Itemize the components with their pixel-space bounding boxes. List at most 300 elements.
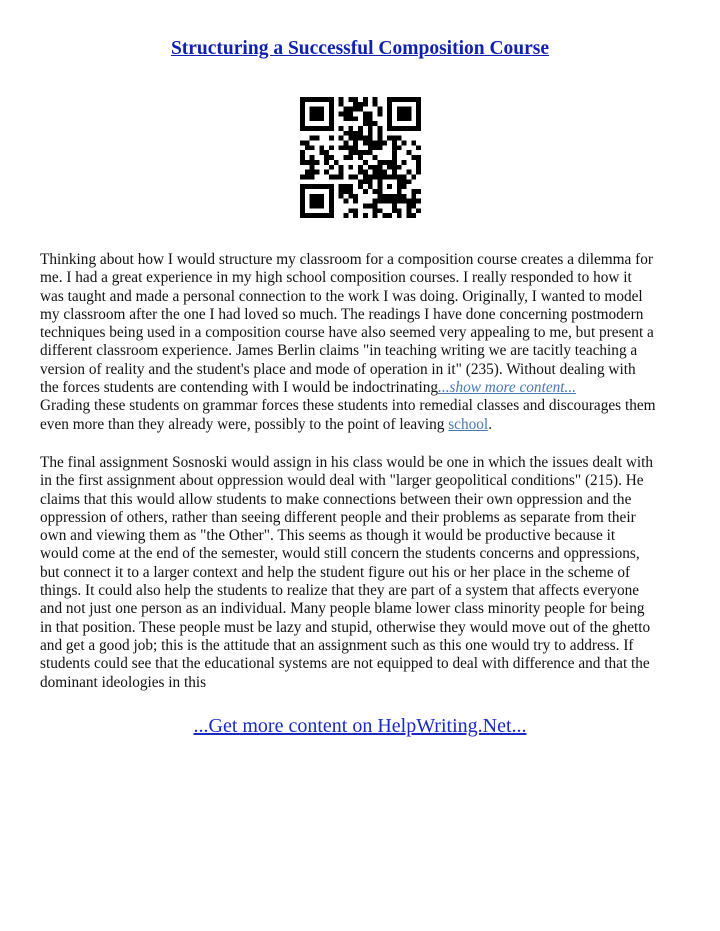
qr-module	[344, 213, 349, 218]
qr-module	[344, 184, 349, 189]
qr-module	[368, 136, 373, 141]
qr-module	[363, 97, 368, 102]
qr-module	[300, 199, 305, 204]
qr-module	[373, 203, 378, 208]
qr-module	[310, 116, 315, 121]
qr-module	[353, 174, 358, 179]
qr-module	[377, 199, 382, 204]
qr-module	[368, 150, 373, 155]
qr-module	[363, 150, 368, 155]
qr-module	[406, 170, 411, 175]
qr-module	[339, 126, 344, 131]
qr-module	[392, 145, 397, 150]
qr-module	[368, 112, 373, 117]
qr-module	[310, 160, 315, 165]
qr-module	[300, 174, 305, 179]
qr-module	[339, 136, 344, 141]
qr-module	[310, 107, 315, 112]
qr-module	[319, 145, 324, 150]
qr-module	[339, 174, 344, 179]
qr-module	[324, 97, 329, 102]
qr-module	[373, 174, 378, 179]
qr-module	[319, 199, 324, 204]
qr-module	[353, 150, 358, 155]
qr-module	[310, 213, 315, 218]
qr-module	[387, 121, 392, 126]
qr-module	[329, 189, 334, 194]
qr-module	[416, 170, 421, 175]
qr-module	[406, 116, 411, 121]
qr-module	[387, 194, 392, 199]
qr-code-icon	[300, 97, 421, 218]
qr-module	[305, 184, 310, 189]
qr-module	[319, 107, 324, 112]
qr-module	[363, 116, 368, 121]
qr-module	[397, 112, 402, 117]
essay-paragraph-2	[40, 454, 685, 692]
qr-module	[344, 189, 349, 194]
qr-module	[377, 126, 382, 131]
qr-module	[368, 141, 373, 146]
paragraph-line: my classroom after the one I had loved so much. The readings I have done concerning postmodern	[40, 305, 644, 323]
qr-module	[416, 121, 421, 126]
qr-module	[353, 213, 358, 218]
qr-module	[411, 141, 416, 146]
qr-module	[358, 131, 363, 136]
qr-module	[406, 107, 411, 112]
qr-module	[402, 116, 407, 121]
qr-module	[300, 160, 305, 165]
qr-module	[397, 97, 402, 102]
paragraph-line: but connect it to a larger context and help the student figure out his or her place in the scheme of	[40, 563, 631, 581]
qr-module	[363, 189, 368, 194]
paragraph-line	[40, 416, 685, 434]
qr-module	[416, 97, 421, 102]
qr-module	[348, 131, 353, 136]
qr-module	[358, 184, 363, 189]
paragraph-line: students could see that the educational systems are not equipped to deal with difference and that the	[40, 655, 650, 673]
qr-module	[353, 136, 358, 141]
qr-module	[397, 194, 402, 199]
qr-module	[300, 141, 305, 146]
qr-module	[392, 160, 397, 165]
qr-module	[397, 199, 402, 204]
qr-module	[300, 97, 305, 102]
qr-module	[373, 121, 378, 126]
qr-module	[310, 165, 315, 170]
paragraph-line	[40, 379, 685, 397]
qr-module	[344, 155, 349, 160]
qr-module	[319, 112, 324, 117]
qr-module	[392, 126, 397, 131]
qr-module	[353, 141, 358, 146]
qr-module	[348, 136, 353, 141]
qr-module	[377, 165, 382, 170]
qr-module	[324, 150, 329, 155]
qr-module	[348, 208, 353, 213]
qr-module	[300, 150, 305, 155]
qr-module	[382, 194, 387, 199]
qr-module	[319, 150, 324, 155]
qr-module	[397, 184, 402, 189]
paragraph-line: dominant ideologies in this	[40, 673, 207, 691]
qr-module	[324, 126, 329, 131]
qr-module	[315, 160, 320, 165]
qr-module	[402, 199, 407, 204]
qr-module	[315, 170, 320, 175]
qr-module	[392, 203, 397, 208]
qr-module	[339, 194, 344, 199]
qr-module	[397, 213, 402, 218]
qr-module	[329, 213, 334, 218]
qr-module	[416, 107, 421, 112]
qr-module	[402, 126, 407, 131]
qr-module	[305, 141, 310, 146]
qr-module	[300, 102, 305, 107]
qr-module	[392, 155, 397, 160]
qr-module	[329, 155, 334, 160]
qr-module	[402, 184, 407, 189]
qr-module	[373, 145, 378, 150]
paragraph-line: and not just one person as an individual. Many people blame lower class minority people for being	[40, 600, 645, 618]
show-more-link[interactable]: ...show more content...	[438, 379, 576, 397]
qr-module	[368, 131, 373, 136]
qr-module	[300, 213, 305, 218]
qr-module	[358, 165, 363, 170]
qr-module	[305, 213, 310, 218]
qr-module	[348, 174, 353, 179]
qr-module	[363, 136, 368, 141]
qr-module	[310, 97, 315, 102]
qr-module	[353, 102, 358, 107]
qr-module	[319, 116, 324, 121]
qr-module	[348, 165, 353, 170]
qr-module	[310, 184, 315, 189]
paragraph-line: claims that this would allow students to make connections between their own oppression and the	[40, 490, 632, 508]
qr-module	[368, 179, 373, 184]
qr-module	[411, 97, 416, 102]
qr-module	[368, 174, 373, 179]
qr-module	[392, 136, 397, 141]
qr-module	[353, 208, 358, 213]
qr-module	[406, 203, 411, 208]
qr-module	[392, 170, 397, 175]
qr-module	[305, 97, 310, 102]
paragraph-line: things. It could also help the students to realize that they are part of a system that affects everyone	[40, 582, 640, 600]
qr-module	[382, 213, 387, 218]
get-more-content-link[interactable]: ...Get more content on HelpWriting.Net...	[193, 715, 527, 737]
qr-module	[329, 112, 334, 117]
qr-module	[373, 141, 378, 146]
qr-module	[300, 155, 305, 160]
qr-module	[411, 213, 416, 218]
qr-module	[310, 145, 315, 150]
qr-module	[305, 160, 310, 165]
qr-module	[411, 194, 416, 199]
qr-module	[368, 165, 373, 170]
qr-module	[344, 131, 349, 136]
qr-module	[377, 141, 382, 146]
qr-module	[397, 126, 402, 131]
qr-module	[397, 116, 402, 121]
qr-module	[402, 141, 407, 146]
qr-module	[310, 126, 315, 131]
qr-module	[406, 199, 411, 204]
qr-module	[377, 107, 382, 112]
qr-module	[382, 174, 387, 179]
qr-module	[416, 116, 421, 121]
qr-module	[402, 194, 407, 199]
qr-module	[315, 136, 320, 141]
qr-module	[315, 199, 320, 204]
document-title-link[interactable]: Structuring a Successful Composition Course	[170, 38, 550, 59]
qr-module	[387, 126, 392, 131]
qr-module	[339, 97, 344, 102]
qr-module	[348, 116, 353, 121]
qr-module	[329, 184, 334, 189]
qr-module	[377, 189, 382, 194]
qr-module	[300, 121, 305, 126]
qr-module	[353, 107, 358, 112]
qr-module	[334, 160, 339, 165]
qr-module	[402, 160, 407, 165]
qr-module	[373, 199, 378, 204]
qr-module	[377, 179, 382, 184]
qr-module	[402, 174, 407, 179]
qr-module	[329, 97, 334, 102]
qr-module	[397, 107, 402, 112]
qr-module	[377, 145, 382, 150]
qr-module	[382, 170, 387, 175]
qr-module	[373, 189, 378, 194]
paragraph-line-end: .	[488, 415, 493, 433]
qr-module	[377, 131, 382, 136]
qr-module	[416, 199, 421, 204]
qr-module	[315, 203, 320, 208]
qr-module	[353, 199, 358, 204]
paragraph-line: in that position. These people must be lazy and stupid, otherwise they would move out of the ghetto	[40, 618, 651, 636]
qr-module	[368, 121, 373, 126]
qr-module	[387, 102, 392, 107]
qr-module	[348, 150, 353, 155]
qr-module	[387, 136, 392, 141]
qr-module	[363, 112, 368, 117]
qr-module	[368, 203, 373, 208]
paragraph-line: The final assignment Sosnoski would assign in his class would be one in which the issues dealt with	[40, 454, 654, 471]
qr-module	[353, 145, 358, 150]
qr-module	[416, 145, 421, 150]
qr-module	[416, 208, 421, 213]
qr-module	[319, 203, 324, 208]
qr-module	[324, 170, 329, 175]
qr-module	[411, 174, 416, 179]
qr-module	[329, 102, 334, 107]
qr-module	[363, 121, 368, 126]
qr-module	[324, 213, 329, 218]
paragraph-line: me. I had a great experience in my high school composition courses. I really responded to how it	[40, 269, 632, 287]
qr-module	[397, 179, 402, 184]
qr-module	[305, 174, 310, 179]
qr-module	[329, 194, 334, 199]
qr-module	[300, 107, 305, 112]
qr-module	[387, 107, 392, 112]
qr-module	[377, 184, 382, 189]
qr-module	[348, 97, 353, 102]
qr-module	[416, 126, 421, 131]
qr-module	[310, 112, 315, 117]
paragraph-line: techniques being used in a composition course have also seemed very appealing to me, but present a	[40, 324, 654, 342]
qr-module	[300, 126, 305, 131]
qr-module	[416, 189, 421, 194]
qr-module	[387, 112, 392, 117]
qr-module	[305, 145, 310, 150]
qr-module	[363, 160, 368, 165]
qr-module	[348, 126, 353, 131]
qr-module	[310, 174, 315, 179]
qr-module	[348, 184, 353, 189]
paragraph-line: and get a good job; this is the attitude that an assignment such as this one would try to address. If	[40, 636, 634, 654]
qr-module	[406, 150, 411, 155]
qr-module	[344, 112, 349, 117]
qr-module	[382, 141, 387, 146]
qr-module	[416, 102, 421, 107]
qr-module	[348, 155, 353, 160]
qr-module	[406, 112, 411, 117]
paragraph-line: was taught and made a personal connection to the work I was doing. Originally, I wanted to model	[40, 287, 643, 305]
qr-module	[373, 155, 378, 160]
qr-module	[353, 97, 358, 102]
qr-module	[339, 102, 344, 107]
qr-module	[348, 107, 353, 112]
qr-module	[397, 189, 402, 194]
qr-module	[319, 184, 324, 189]
qr-module	[329, 165, 334, 170]
qr-module	[319, 194, 324, 199]
paragraph-line: in the first assignment about oppression would deal with "larger geopolitical conditions" (215). He	[40, 472, 644, 490]
essay-paragraph-1	[40, 251, 685, 434]
qr-module	[310, 199, 315, 204]
qr-module	[411, 199, 416, 204]
qr-module	[377, 136, 382, 141]
qr-module	[339, 145, 344, 150]
school-keyword-link[interactable]: school	[448, 415, 489, 433]
qr-module	[305, 126, 310, 131]
qr-module	[368, 126, 373, 131]
paragraph-line: version of reality and the student's place and mode of operation in it" (235). Without dealing with	[40, 360, 636, 378]
qr-module	[368, 145, 373, 150]
qr-module	[377, 208, 382, 213]
qr-module	[315, 126, 320, 131]
qr-module	[334, 174, 339, 179]
qr-module	[353, 194, 358, 199]
qr-module	[392, 174, 397, 179]
paragraph-line: Grading these students on grammar forces these students into remedial classes and discourages them	[40, 397, 656, 415]
qr-module	[324, 184, 329, 189]
qr-module	[310, 170, 315, 175]
qr-module	[363, 174, 368, 179]
qr-module	[305, 170, 310, 175]
qr-module	[310, 194, 315, 199]
qr-module	[397, 208, 402, 213]
qr-module	[353, 131, 358, 136]
qr-module	[368, 184, 373, 189]
qr-module	[339, 184, 344, 189]
qr-module	[397, 145, 402, 150]
qr-module	[387, 160, 392, 165]
qr-module	[382, 160, 387, 165]
qr-module	[373, 165, 378, 170]
qr-module	[319, 126, 324, 131]
qr-module	[339, 189, 344, 194]
paragraph-line: own and viewing them as "the Other". This seems as though it would be productive because it	[40, 527, 616, 545]
qr-module	[315, 116, 320, 121]
qr-module	[397, 136, 402, 141]
qr-module	[377, 112, 382, 117]
qr-module	[411, 203, 416, 208]
qr-module	[315, 107, 320, 112]
qr-module	[373, 213, 378, 218]
qr-module	[348, 112, 353, 117]
qr-module	[406, 213, 411, 218]
qr-module	[329, 136, 334, 141]
qr-module	[416, 112, 421, 117]
qr-module	[406, 126, 411, 131]
qr-module	[387, 97, 392, 102]
qr-module	[387, 213, 392, 218]
qr-module	[339, 170, 344, 175]
qr-module	[411, 155, 416, 160]
qr-module	[373, 102, 378, 107]
qr-module	[358, 179, 363, 184]
qr-module	[377, 194, 382, 199]
qr-module	[397, 165, 402, 170]
qr-module	[392, 194, 397, 199]
qr-module	[300, 189, 305, 194]
qr-module	[392, 97, 397, 102]
qr-module	[387, 165, 392, 170]
qr-module	[406, 179, 411, 184]
qr-module	[406, 208, 411, 213]
qr-module	[363, 141, 368, 146]
qr-module	[377, 174, 382, 179]
qr-module	[324, 155, 329, 160]
qr-module	[373, 208, 378, 213]
qr-module	[416, 160, 421, 165]
qr-module	[348, 189, 353, 194]
qr-module	[363, 213, 368, 218]
qr-module	[329, 116, 334, 121]
qr-module	[392, 199, 397, 204]
qr-module	[382, 199, 387, 204]
qr-module	[310, 155, 315, 160]
paragraph-line: oppression of others, rather than seeing different people and their problems as separate from their	[40, 508, 636, 526]
qr-module	[344, 141, 349, 146]
qr-module	[315, 184, 320, 189]
paragraph-line-text: the forces students are contending with I would be indoctrinating	[40, 379, 439, 397]
qr-module	[411, 189, 416, 194]
qr-module	[397, 174, 402, 179]
qr-module	[406, 97, 411, 102]
qr-module	[416, 155, 421, 160]
paragraph-line: different classroom experience. James Berlin claims "in teaching writing we are tacitly teaching a	[40, 342, 638, 360]
qr-module	[344, 107, 349, 112]
qr-module	[329, 174, 334, 179]
qr-module	[300, 184, 305, 189]
qr-module	[344, 116, 349, 121]
qr-module	[368, 116, 373, 121]
qr-module	[377, 170, 382, 175]
qr-module	[358, 107, 363, 112]
